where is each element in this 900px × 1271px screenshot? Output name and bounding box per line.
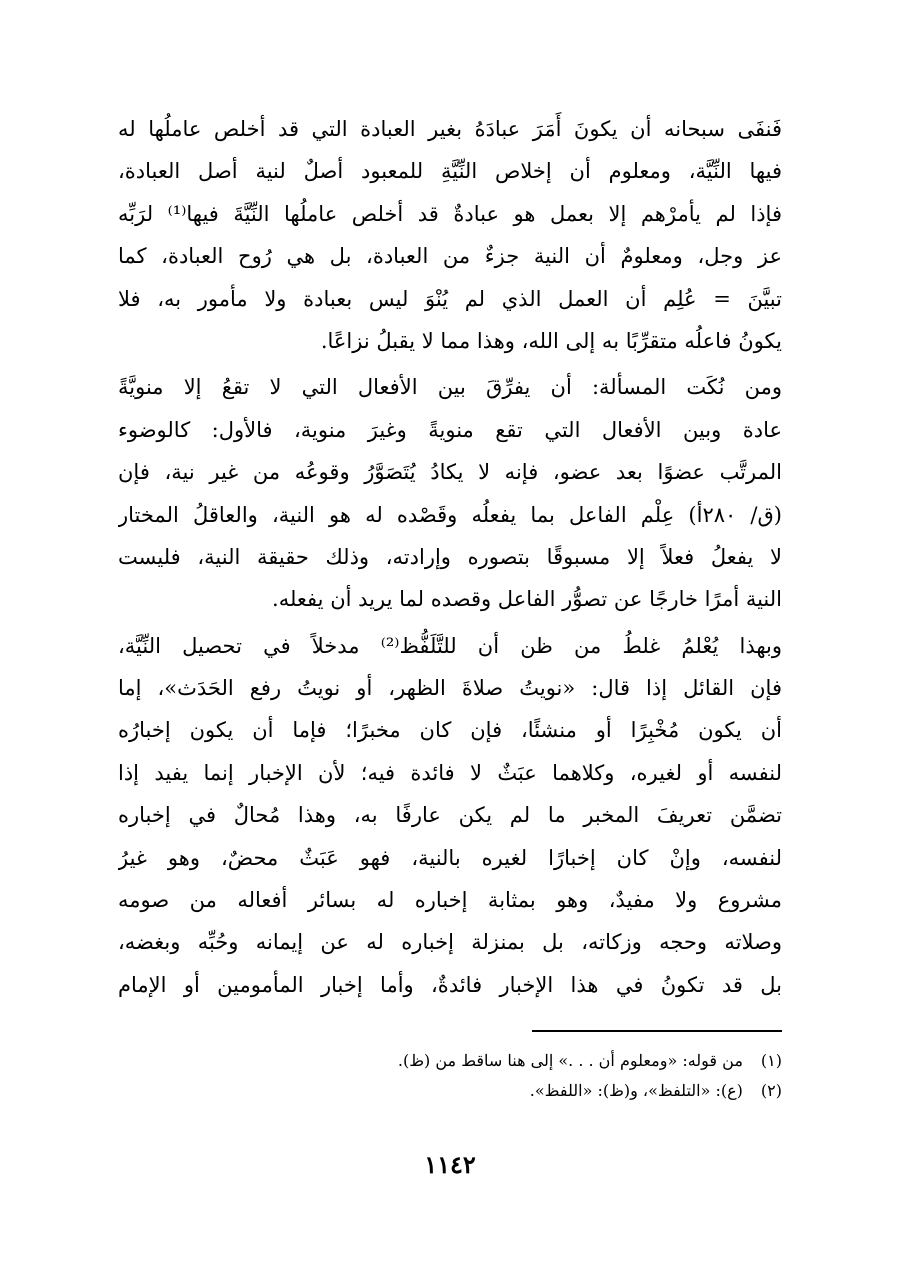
text-line: النية أمرًا خارجًا عن تصوُّر الفاعل وقصده لما يريد أن يفعله. [272,587,782,612]
footnote-text: (ع): «التلفظ»، و(ظ): «اللفظ». [529,1081,743,1100]
text-line: يكونُ فاعلُه متقرِّبًا به إلى الله، وهذا مما لا يقبلُ نزاعًا. [320,328,782,353]
text-line: وبهذا يُعْلمُ غلطُ من ظن أن للتَّلَفُّظ⁽²⁾ مدخلاً في تحصيل النِّيَّة، [118,633,782,658]
footnote-2 [118,1076,782,1106]
text-line: أن يكون مُخْبِرًا أو منشئًا، فإن كان مخبرًا؛ فإما أن يكون إخبارُه [118,718,782,743]
footnote-divider [532,1030,782,1032]
text-line: لنفسه أو لغيره، وكلاهما عبَثٌ لا فائدة فيه؛ لأن الإخبار إنما يفيد إذا [118,760,782,785]
text-line: وصلاته وحجه وزكاته، بل بمنزلة إخباره له عن إيمانه وحُبِّه وبغضه، [118,930,782,955]
text-line: فيها النِّيَّة، ومعلوم أن إخلاص النِّيَّةِ للمعبود أصلٌ لنية أصل العبادة، [118,159,782,184]
footnote-number: (٢) [760,1081,782,1100]
text-line: لا يفعلُ فعلاً إلا مسبوقًا بتصوره وإرادته، وذلك حقيقة النية، فليست [118,544,782,569]
text-line: فإن القائل إذا قال: «نويتُ صلاةَ الظهر، أو نويتُ رفع الحَدَث»، إما [118,676,782,701]
footnote-number: (١) [760,1051,782,1070]
page-number: ١١٤٢ [424,1150,476,1179]
paragraph-1 [118,108,782,362]
paragraph-3 [118,625,782,1007]
text-line: (ق/ ٢٨٠أ) عِلْم الفاعل بما يفعلُه وقَصْده له هو النية، والعاقلُ المختار [118,502,782,527]
paragraph-2 [118,366,782,620]
text-line: فَنفَى سبحانه أن يكونَ أَمَرَ عبادَهُ بغير العبادة التي قد أخلص عاملُها له [118,117,782,141]
text-line: ومن نُكَت المسألة: أن يفرِّقَ بين الأفعال التي لا تقعُ إلا منويَّةً [118,375,782,400]
text-line: المرتَّب عضوًا بعد عضو، فإنه لا يكادُ يُتَصَوَّرُ وقوعُه من غير نية، فإن [118,460,782,485]
main-text [118,108,782,1006]
footnotes [118,1046,782,1106]
text-line: عادة وبين الأفعال التي تقع منويةً وغيرَ منوية، فالأول: كالوضوء [118,417,782,442]
footnote-text: من قوله: «ومعلوم أن . . .» إلى هنا ساقط من (ظ). [397,1051,743,1070]
text-line: عز وجل، ومعلومٌ أن النية جزءٌ من العبادة، بل هي رُوح العبادة، كما [118,244,782,269]
text-line: لنفسه، وإنْ كان إخبارًا لغيره بالنية، فهو عَبَثٌ محضٌ، وهو غيرُ [118,845,782,870]
text-line: مشروع ولا مفيدٌ، وهو بمثابة إخباره له بسائر أفعاله من صومه [118,888,782,913]
text-line: تضمَّن تعريفَ المخبر ما لم يكن عارفًا به، وهذا مُحالٌ في إخباره [118,803,782,828]
text-line: تبيَّنَ = عُلِم أن العمل الذي لم يُنْوَ ليس بعبادة ولا مأمور به، فلا [118,286,782,311]
text-line: بل قد تكونُ في هذا الإخبار فائدةٌ، وأما إخبار المأمومين أو الإمام [118,972,782,997]
text-line: فإذا لم يأمرْهم إلا بعمل هو عبادةٌ قد أخلص عاملُها النِّيَّةَ فيها⁽¹⁾ لرَبِّه [118,201,782,226]
footnote-1 [118,1046,782,1076]
book-page [118,108,782,1208]
